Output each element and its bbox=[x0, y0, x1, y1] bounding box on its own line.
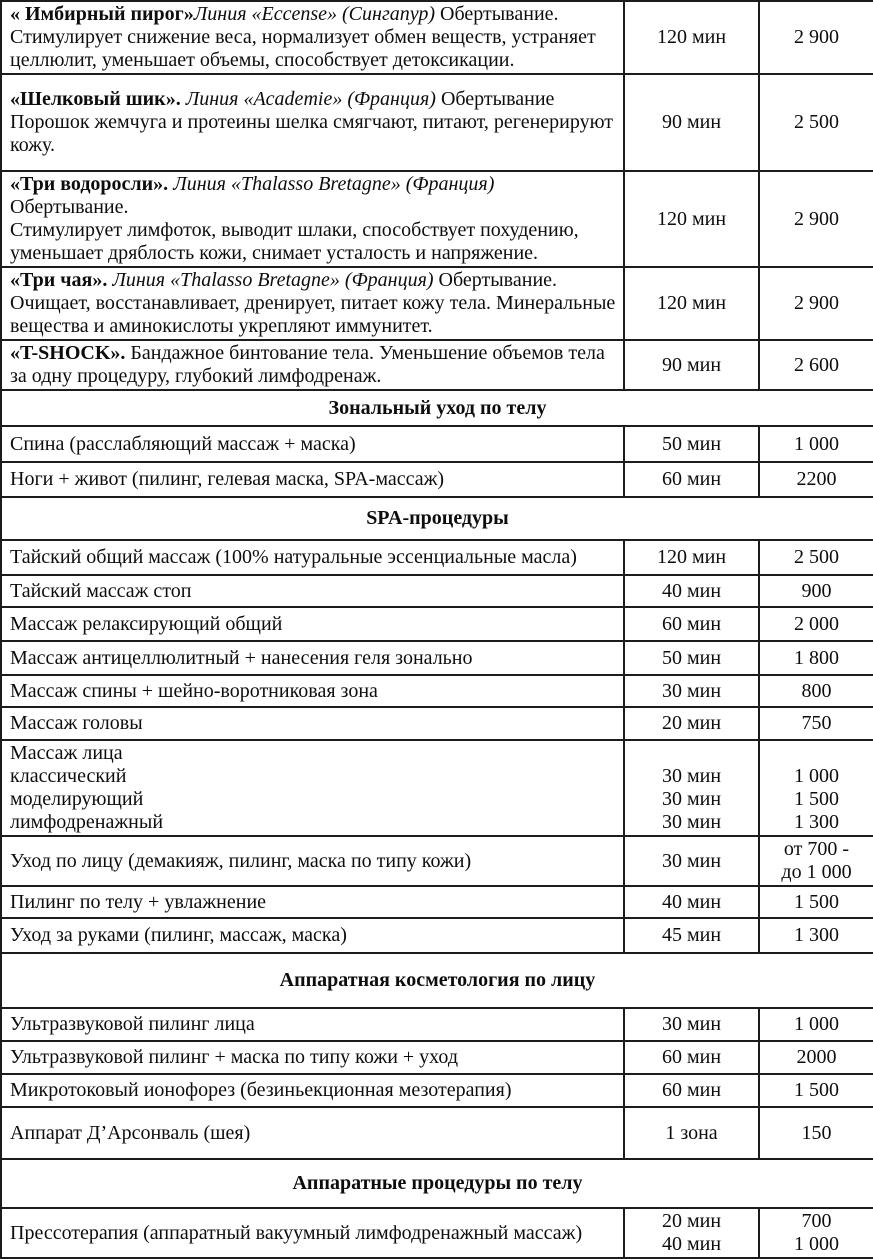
price-cell-line: 2 900 bbox=[794, 26, 839, 48]
price-cell-line: 1 500 bbox=[794, 788, 839, 810]
price-cell bbox=[759, 426, 873, 462]
price-cell-line: 150 bbox=[801, 1121, 832, 1144]
price-cell bbox=[759, 1074, 873, 1107]
section-title: SPA-процедуры bbox=[1, 497, 873, 540]
service-row bbox=[1, 1008, 873, 1041]
duration-cell bbox=[624, 340, 759, 390]
section-title: Зональный уход по телу bbox=[1, 390, 873, 426]
service-name: Массаж антицеллюлитный + нанесения геля зонально bbox=[10, 646, 473, 669]
service-name: Аппарат Д’Арсонваль (шея) bbox=[10, 1121, 251, 1144]
service-name-cell bbox=[1, 1107, 624, 1159]
service-title-bold: «Шелковый шик». bbox=[10, 88, 181, 110]
service-name: Массаж головы bbox=[10, 712, 143, 734]
duration-cell bbox=[624, 462, 759, 497]
service-row bbox=[1, 1208, 873, 1258]
service-name: Уход за руками (пилинг, массаж, маска) bbox=[10, 924, 347, 946]
duration-cell bbox=[624, 426, 759, 462]
service-row bbox=[1, 675, 873, 707]
service-name-cell bbox=[1, 1008, 624, 1041]
service-row bbox=[1, 575, 873, 607]
service-row bbox=[1, 740, 873, 836]
price-cell-line: 800 bbox=[801, 679, 832, 702]
service-title-bold: «Три чая». bbox=[10, 269, 108, 291]
duration-cell-line: 60 мин bbox=[661, 468, 722, 490]
duration-cell bbox=[624, 740, 759, 836]
service-row bbox=[1, 1107, 873, 1159]
service-name-cell bbox=[1, 675, 624, 707]
section-row bbox=[1, 390, 873, 426]
price-cell-line: 2 000 bbox=[794, 612, 839, 635]
service-row bbox=[1, 1, 873, 74]
duration-cell bbox=[624, 171, 759, 267]
service-name-cell bbox=[1, 607, 624, 641]
service-title-tail: Обертывание. bbox=[435, 3, 559, 25]
price-cell bbox=[759, 675, 873, 707]
duration-cell-line: 50 мин bbox=[661, 646, 722, 669]
service-name-cell bbox=[1, 1041, 624, 1074]
service-name: Тайский массаж стоп bbox=[10, 579, 192, 602]
service-name-cell bbox=[1, 1074, 624, 1107]
service-row bbox=[1, 836, 873, 886]
price-cell-line: 1 000 bbox=[794, 1013, 839, 1035]
service-row bbox=[1, 74, 873, 171]
service-name-cell bbox=[1, 707, 624, 740]
price-cell-line: до 1 000 bbox=[781, 861, 852, 883]
service-row bbox=[1, 462, 873, 497]
service-name-cell bbox=[1, 540, 624, 575]
price-cell-line: 1 800 bbox=[794, 646, 839, 669]
price-cell bbox=[759, 1107, 873, 1159]
service-line-italic: Линия «Thalasso Bretagne» (Франция) bbox=[107, 269, 434, 291]
service-name-cell bbox=[1, 886, 624, 918]
price-cell-line: 1 500 bbox=[794, 1079, 839, 1101]
service-title-bold: «T-SHOCK». bbox=[10, 342, 126, 364]
section-title: Аппаратная косметология по лицу bbox=[1, 953, 873, 1008]
section-row bbox=[1, 497, 873, 540]
price-cell-line: от 700 - bbox=[783, 838, 850, 860]
price-cell-line: 700 bbox=[801, 1210, 832, 1232]
duration-cell-line: 120 мин bbox=[656, 292, 727, 314]
price-cell bbox=[759, 575, 873, 607]
price-cell-line: 2000 bbox=[796, 1046, 837, 1068]
price-cell-line: 1 000 bbox=[794, 765, 839, 787]
service-name: Массаж спины + шейно-воротниковая зона bbox=[10, 679, 378, 702]
service-title-tail: Обертывание bbox=[435, 88, 555, 110]
price-cell-line bbox=[762, 742, 871, 765]
service-line-italic: Линия «Thalasso Bretagne» (Франция) bbox=[168, 173, 495, 195]
price-cell bbox=[759, 607, 873, 641]
duration-cell-line: 120 мин bbox=[656, 546, 727, 568]
service-name-line: классический bbox=[10, 765, 127, 787]
service-name-cell bbox=[1, 340, 624, 390]
price-cell-line: 2 900 bbox=[794, 292, 839, 314]
service-line-italic: Линия «Eccense» (Сингапур) bbox=[193, 3, 436, 25]
duration-cell-line: 30 мин bbox=[661, 788, 722, 810]
service-name-cell bbox=[1, 426, 624, 462]
service-description: Порошок жемчуга и протеины шелка смягчают, питают, регенерируют кожу. bbox=[10, 111, 614, 156]
service-title-tail: Бандажное бинтование тела. Уменьшение объемов тела за одну процедуру, глубокий лимфодренаж. bbox=[10, 342, 605, 387]
service-name-cell bbox=[1, 836, 624, 886]
duration-cell-line: 120 мин bbox=[656, 207, 727, 230]
duration-cell bbox=[624, 836, 759, 886]
price-cell-line: 900 bbox=[801, 579, 832, 602]
service-name: Ультразвуковой пилинг лица bbox=[10, 1013, 255, 1035]
price-cell-line: 750 bbox=[801, 712, 832, 734]
duration-cell bbox=[624, 74, 759, 171]
service-name: Прессотерапия (аппаратный вакуумный лимфодренажный массаж) bbox=[10, 1221, 583, 1244]
price-cell bbox=[759, 267, 873, 340]
section-title: Аппаратные процедуры по телу bbox=[1, 1159, 873, 1208]
duration-cell-line bbox=[627, 742, 756, 765]
service-row bbox=[1, 918, 873, 953]
duration-cell bbox=[624, 641, 759, 675]
service-name: Тайский общий массаж (100% натуральные эссенциальные масла) bbox=[10, 546, 577, 568]
duration-cell bbox=[624, 1074, 759, 1107]
duration-cell-line: 50 мин bbox=[661, 432, 722, 455]
duration-cell-line: 20 мин bbox=[661, 1210, 722, 1232]
duration-cell bbox=[624, 1107, 759, 1159]
price-cell bbox=[759, 1208, 873, 1258]
duration-cell bbox=[624, 575, 759, 607]
service-title-bold: «Три водоросли». bbox=[10, 173, 169, 195]
service-name: Ноги + живот (пилинг, гелевая маска, SPA-массаж) bbox=[10, 468, 445, 490]
service-name: Уход по лицу (демакияж, пилинг, маска по типу кожи) bbox=[10, 849, 472, 872]
duration-cell-line: 45 мин bbox=[661, 924, 722, 946]
service-title-tail: Обертывание. bbox=[433, 269, 558, 291]
duration-cell bbox=[624, 540, 759, 575]
duration-cell bbox=[624, 607, 759, 641]
duration-cell bbox=[624, 707, 759, 740]
service-line-italic: Линия «Academie» (Франция) bbox=[180, 88, 436, 110]
duration-cell-line: 90 мин bbox=[661, 111, 722, 133]
price-cell bbox=[759, 707, 873, 740]
price-table-body bbox=[1, 1, 873, 1258]
service-row bbox=[1, 607, 873, 641]
duration-cell-line: 60 мин bbox=[661, 1046, 722, 1068]
price-cell bbox=[759, 171, 873, 267]
service-description: Очищает, восстанавливает, дренирует, питает кожу тела. Минеральные вещества и аминокислоты укрепляют иммунитет. bbox=[10, 292, 616, 337]
duration-cell-line: 30 мин bbox=[661, 765, 722, 787]
service-name: Микротоковый ионофорез (безиньекционная мезотерапия) bbox=[10, 1079, 512, 1101]
service-description: Стимулирует лимфоток, выводит шлаки, способствует похудению, уменьшает дряблость кожи, снимает усталость и напряжение. bbox=[10, 219, 579, 264]
service-row bbox=[1, 707, 873, 740]
service-row bbox=[1, 1074, 873, 1107]
duration-cell bbox=[624, 1208, 759, 1258]
price-cell-line: 2 500 bbox=[794, 546, 839, 568]
service-description: Стимулирует снижение веса, нормализует обмен веществ, устраняет целлюлит, уменьшает объемы, способствует детоксикации. bbox=[10, 26, 596, 71]
price-cell-line: 2 600 bbox=[794, 353, 839, 376]
price-cell bbox=[759, 340, 873, 390]
price-cell-line: 2 500 bbox=[794, 111, 839, 133]
price-cell bbox=[759, 836, 873, 886]
service-name: Спина (расслабляющий массаж + маска) bbox=[10, 432, 356, 455]
price-cell bbox=[759, 74, 873, 171]
service-row bbox=[1, 340, 873, 390]
service-title-tail: Обертывание. bbox=[10, 196, 129, 218]
service-row bbox=[1, 886, 873, 918]
duration-cell-line: 20 мин bbox=[661, 712, 722, 734]
service-row bbox=[1, 540, 873, 575]
price-cell bbox=[759, 1, 873, 74]
price-cell-line: 1 500 bbox=[794, 890, 839, 913]
duration-cell-line: 40 мин bbox=[661, 579, 722, 602]
price-cell-line: 1 000 bbox=[794, 1233, 839, 1255]
service-name-cell bbox=[1, 1208, 624, 1258]
service-name-line: Массаж лица bbox=[10, 742, 123, 764]
service-name-cell bbox=[1, 575, 624, 607]
service-name-cell bbox=[1, 74, 624, 171]
service-name: Массаж релаксирующий общий bbox=[10, 612, 283, 635]
duration-cell bbox=[624, 267, 759, 340]
price-cell-line: 2 900 bbox=[794, 207, 839, 230]
service-name-line: лимфодренажный bbox=[10, 811, 164, 833]
service-name-cell bbox=[1, 1, 624, 74]
section-row bbox=[1, 1159, 873, 1208]
price-cell bbox=[759, 740, 873, 836]
service-row bbox=[1, 641, 873, 675]
service-row bbox=[1, 171, 873, 267]
duration-cell-line: 120 мин bbox=[656, 26, 727, 48]
duration-cell bbox=[624, 886, 759, 918]
duration-cell bbox=[624, 675, 759, 707]
duration-cell-line: 40 мин bbox=[661, 890, 722, 913]
price-cell bbox=[759, 886, 873, 918]
duration-cell-line: 30 мин bbox=[661, 849, 722, 872]
price-cell-line: 1 300 bbox=[794, 811, 839, 833]
service-title-bold: « Имбирный пирог» bbox=[10, 3, 194, 25]
price-cell-line: 2200 bbox=[796, 468, 837, 490]
price-cell-line: 1 300 bbox=[794, 924, 839, 946]
service-row bbox=[1, 1041, 873, 1074]
service-name-cell bbox=[1, 267, 624, 340]
service-name: Пилинг по телу + увлажнение bbox=[10, 890, 267, 913]
duration-cell-line: 60 мин bbox=[661, 612, 722, 635]
service-row bbox=[1, 426, 873, 462]
price-cell bbox=[759, 1008, 873, 1041]
price-cell-line: 1 000 bbox=[794, 432, 839, 455]
price-cell bbox=[759, 641, 873, 675]
duration-cell bbox=[624, 1008, 759, 1041]
price-cell bbox=[759, 462, 873, 497]
duration-cell-line: 90 мин bbox=[661, 353, 722, 376]
service-name-cell bbox=[1, 462, 624, 497]
service-row bbox=[1, 267, 873, 340]
duration-cell bbox=[624, 1041, 759, 1074]
duration-cell-line: 1 зона bbox=[665, 1121, 718, 1144]
service-name-line: моделирующий bbox=[10, 788, 144, 810]
price-cell bbox=[759, 540, 873, 575]
service-name-cell bbox=[1, 641, 624, 675]
section-row bbox=[1, 953, 873, 1008]
duration-cell-line: 60 мин bbox=[661, 1079, 722, 1101]
duration-cell bbox=[624, 1, 759, 74]
service-name-cell bbox=[1, 171, 624, 267]
duration-cell-line: 40 мин bbox=[661, 1233, 722, 1255]
duration-cell-line: 30 мин bbox=[661, 811, 722, 833]
duration-cell-line: 30 мин bbox=[661, 1013, 722, 1035]
price-cell bbox=[759, 918, 873, 953]
duration-cell bbox=[624, 918, 759, 953]
service-name-cell bbox=[1, 740, 624, 836]
service-name-cell bbox=[1, 918, 624, 953]
duration-cell-line: 30 мин bbox=[661, 679, 722, 702]
service-name: Ультразвуковой пилинг + маска по типу кожи + уход bbox=[10, 1046, 459, 1068]
price-cell bbox=[759, 1041, 873, 1074]
